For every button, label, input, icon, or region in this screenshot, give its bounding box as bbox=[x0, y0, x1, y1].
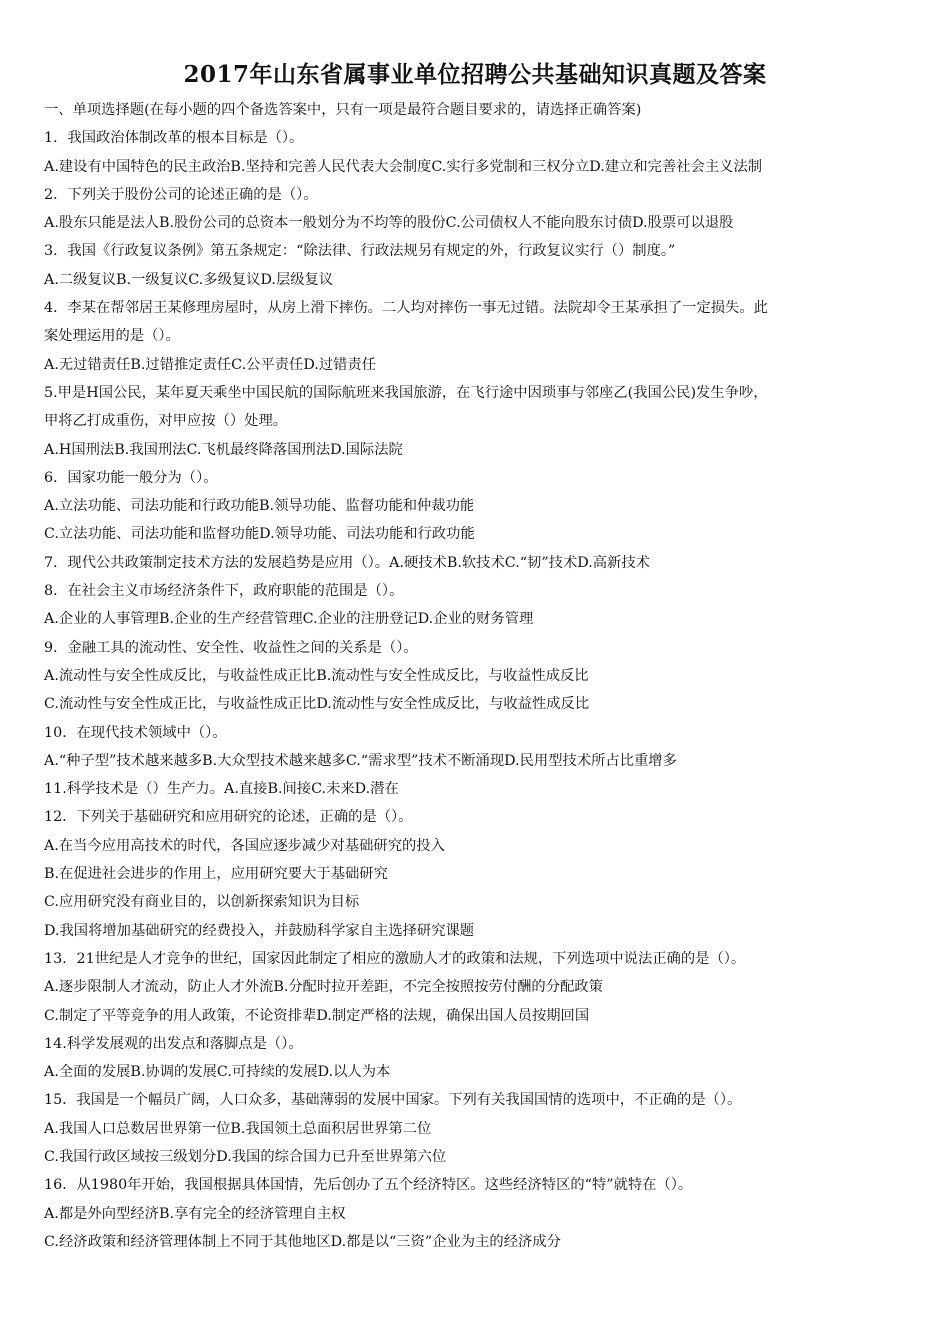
question-10: 10．在现代技术领域中（）。 bbox=[44, 724, 227, 741]
question-14: 14.科学发展观的出发点和落脚点是（）。 bbox=[44, 1035, 303, 1052]
question-8-options: A.企业的人事管理B.企业的生产经营管理C.企业的注册登记D.企业的财务管理 bbox=[44, 611, 534, 628]
question-2: 2．下列关于股份公司的论述正确的是（）。 bbox=[44, 186, 318, 203]
section-heading: 一、单项选择题(在每小题的四个备选答案中，只有一项是最符合题目要求的，请选择正确答案) bbox=[44, 102, 642, 118]
question-5-options: A.H国刑法B.我国刑法C.飞机最终降落国刑法D.国际法院 bbox=[44, 441, 403, 458]
question-6-options-cd: C.立法功能、司法功能和监督功能D.领导功能、司法功能和行政功能 bbox=[44, 526, 475, 543]
question-13: 13．21世纪是人才竞争的世纪，国家因此制定了相应的激励人才的政策和法规，下列选项中说法正确的是（）。 bbox=[44, 950, 746, 967]
question-6: 6．国家功能一般分为（）。 bbox=[44, 469, 218, 486]
question-8: 8．在社会主义市场经济条件下，政府职能的范围是（）。 bbox=[44, 583, 404, 600]
question-6-options-ab: A.立法功能、司法功能和行政功能B.领导功能、监督功能和仲裁功能 bbox=[44, 498, 475, 515]
question-3: 3．我国《行政复议条例》第五条规定：“除法律、行政法规另有规定的外，行政复议实行（）制度。” bbox=[44, 243, 676, 260]
question-1: 1．我国政治体制改革的根本目标是（）。 bbox=[44, 130, 304, 147]
question-16-options-ab: A.都是外向型经济B.享有完全的经济管理自主权 bbox=[44, 1205, 346, 1222]
question-4-options: A.无过错责任B.过错推定责任C.公平责任D.过错责任 bbox=[44, 356, 377, 373]
question-9: 9．金融工具的流动性、安全性、收益性之间的关系是（）。 bbox=[44, 639, 418, 656]
question-14-options: A.全面的发展B.协调的发展C.可持续的发展D.以人为本 bbox=[44, 1064, 391, 1081]
question-13-options-ab: A.逐步限制人才流动，防止人才外流B.分配时拉开差距，不完全按照按劳付酬的分配政策 bbox=[44, 979, 603, 996]
question-9-options-ab: A.流动性与安全性成反比，与收益性成正比B.流动性与安全性成反比，与收益性成反比 bbox=[44, 667, 589, 684]
question-1-options: A.建设有中国特色的民主政治B.坚持和完善人民代表大会制度C.实行多党制和三权分立D.建立和完善社会主义法制 bbox=[44, 158, 763, 175]
question-15-options-cd: C.我国行政区域按三级划分D.我国的综合国力已升至世界第六位 bbox=[44, 1148, 447, 1165]
question-12-option-b: B.在促进社会进步的作用上，应用研究要大于基础研究 bbox=[44, 866, 388, 883]
question-2-options: A.股东只能是法人B.股份公司的总资本一般划分为不均等的股份C.公司债权人不能向股东讨债D.股票可以退股 bbox=[44, 215, 734, 232]
question-11: 11.科学技术是（）生产力。A.直接B.间接C.未来D.潜在 bbox=[44, 781, 399, 798]
question-12-option-a: A.在当今应用高技术的时代，各国应逐步减少对基础研究的投入 bbox=[44, 837, 445, 854]
question-12: 12．下列关于基础研究和应用研究的论述，正确的是（）。 bbox=[44, 809, 413, 826]
question-5: 5.甲是H国公民，某年夏天乘坐中国民航的国际航班来我国旅游，在飞行途中因琐事与邻座乙(我国公民)发生争吵， bbox=[44, 384, 768, 401]
question-15-options-ab: A.我国人口总数居世界第一位B.我国领土总面积居世界第二位 bbox=[44, 1120, 432, 1137]
question-16: 16．从1980年开始，我国根据具体国情，先后创办了五个经济特区。这些经济特区的“特”就特在（）。 bbox=[44, 1177, 693, 1194]
question-15: 15．我国是一个幅员广阔，人口众多，基础薄弱的发展中国家。下列有关我国国情的选项中，不正确的是（）。 bbox=[44, 1092, 742, 1109]
page-title: 2017年山东省属事业单位招聘公共基础知识真题及答案 bbox=[183, 61, 767, 88]
question-4-cont: 案处理运用的是（）。 bbox=[44, 328, 180, 345]
question-9-options-cd: C.流动性与安全性成正比，与收益性成正比D.流动性与安全性成反比，与收益性成反比 bbox=[44, 696, 590, 713]
question-12-option-d: D.我国将增加基础研究的经费投入，并鼓励科学家自主选择研究课题 bbox=[44, 922, 475, 939]
question-13-options-cd: C.制定了平等竞争的用人政策，不论资排辈D.制定严格的法规，确保出国人员按期回国 bbox=[44, 1007, 590, 1024]
question-12-option-c: C.应用研究没有商业目的，以创新探索知识为目标 bbox=[44, 894, 360, 911]
question-7: 7．现代公共政策制定技术方法的发展趋势是应用（）。A.硬技术B.软技术C.“韧”技术D.高新技术 bbox=[44, 554, 650, 571]
question-3-options: A.二级复议B.一级复议C.多级复议D.层级复议 bbox=[44, 271, 334, 288]
question-4: 4．李某在帮邻居王某修理房屋时，从房上滑下摔伤。二人均对摔伤一事无过错。法院却令王某承担了一定损失。此 bbox=[44, 300, 768, 317]
question-10-options: A.“种子型”技术越来越多B.大众型技术越来越多C.“需求型”技术不断涌现D.民用型技术所占比重增多 bbox=[44, 752, 677, 769]
document-body bbox=[44, 96, 914, 1256]
question-16-options-cd: C.经济政策和经济管理体制上不同于其他地区D.都是以“三资”企业为主的经济成分 bbox=[44, 1233, 561, 1250]
question-5-cont: 甲将乙打成重伤，对甲应按（）处理。 bbox=[44, 413, 288, 430]
